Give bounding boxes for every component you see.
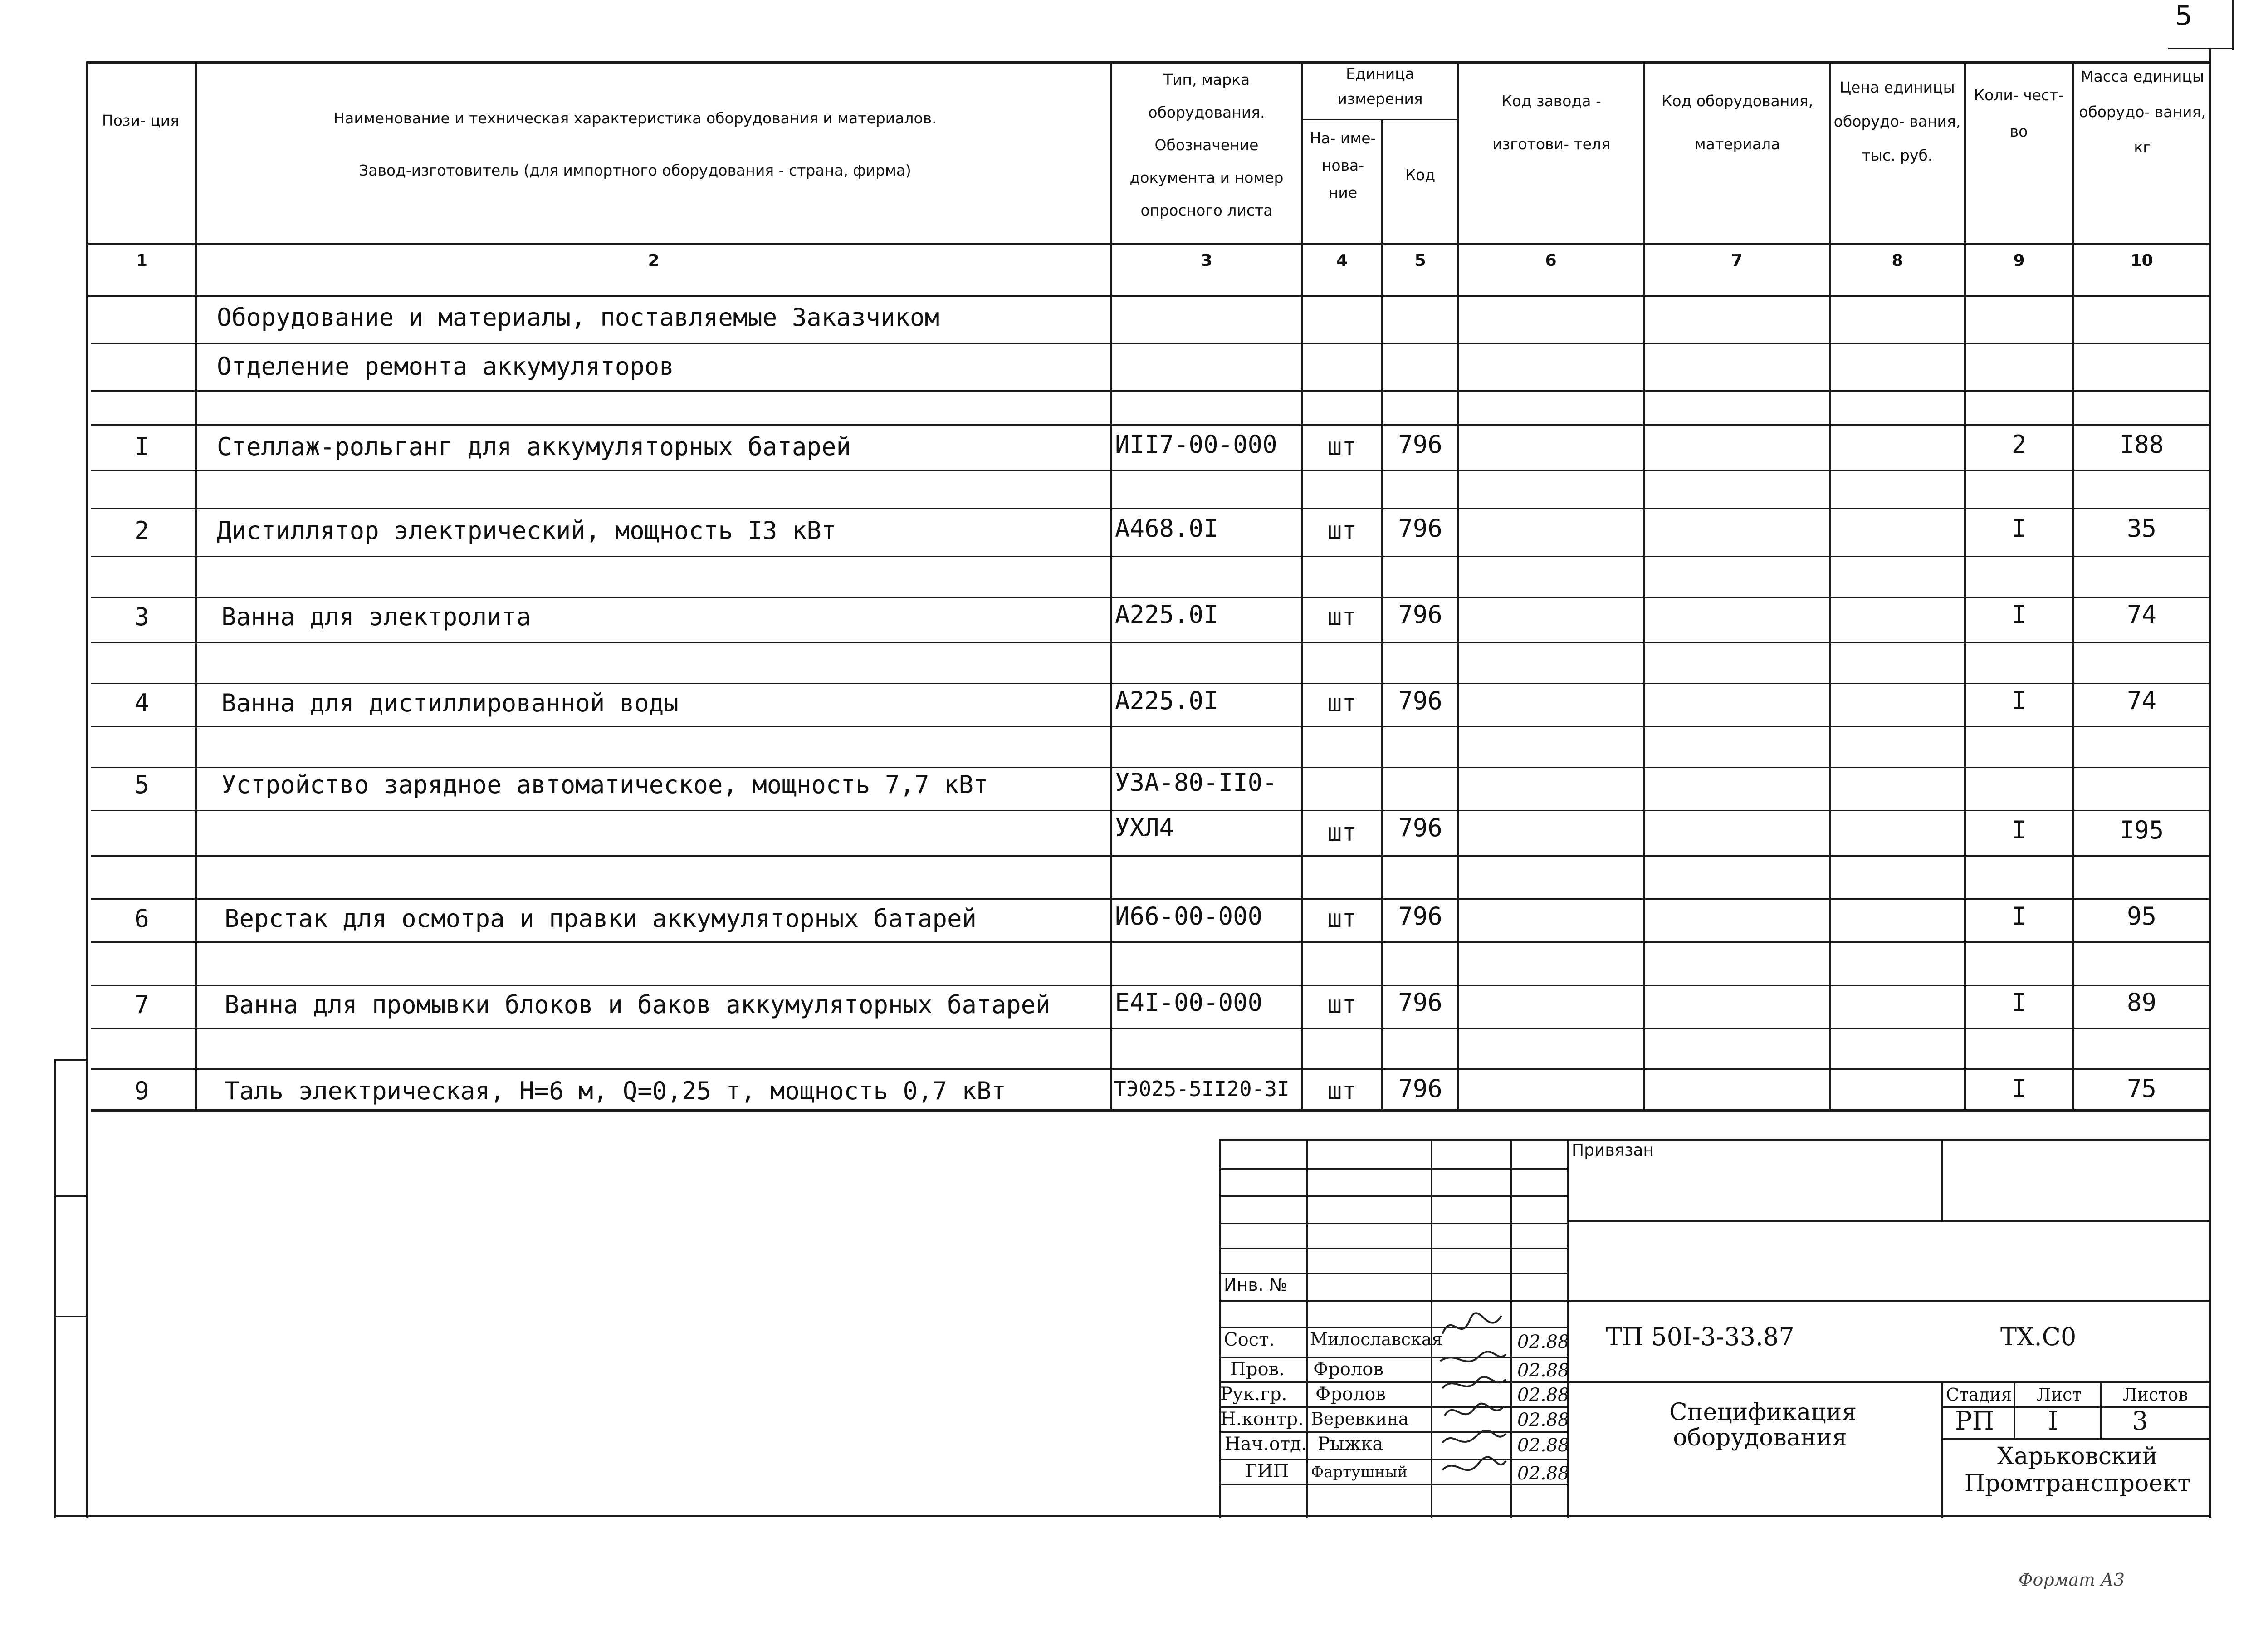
col-number: 6: [1545, 251, 1557, 270]
role-label: Нач.отд.: [1225, 1434, 1307, 1455]
row-position: 7: [134, 990, 149, 1019]
row-name: Верстак для осмотра и правки аккумуляторных батарей: [225, 904, 977, 933]
signer-name: Веревкина: [1311, 1409, 1409, 1429]
header-position: Пози- ция: [102, 112, 180, 129]
row-quantity: I: [2011, 514, 2027, 543]
row-unit: шт: [1327, 689, 1357, 717]
row-position: 6: [134, 904, 149, 933]
row-unit-code: 796: [1398, 600, 1442, 629]
header-quantity: Коли- чест- во: [1974, 86, 2064, 140]
role-label: Сост.: [1224, 1329, 1275, 1350]
sign-date: 02.88: [1517, 1410, 1569, 1430]
row-name: Ванна для дистиллированной воды: [221, 689, 679, 717]
col-number: 5: [1414, 251, 1426, 270]
section-title: Оборудование и материалы, поставляемые Заказчиком: [217, 303, 940, 332]
row-unit-code: 796: [1398, 514, 1442, 543]
row-type: А225.0I: [1115, 600, 1218, 629]
row-mass: 35: [2126, 514, 2157, 543]
col-number: 4: [1336, 251, 1348, 270]
row-name: Таль электрическая, Н=6 м, Q=0,25 т, мощность 0,7 кВт: [225, 1077, 1007, 1105]
row-unit: шт: [1327, 818, 1357, 847]
row-type: А225.0I: [1115, 686, 1218, 715]
sheet-mark: 5: [2175, 0, 2193, 32]
stage-label: Стадия: [1946, 1385, 2012, 1405]
row-mass: 74: [2126, 600, 2157, 629]
row-mass: I95: [2119, 816, 2164, 844]
header-unit-name: На- име- нова- ние: [1310, 129, 1376, 201]
document-code: ТП 50I-3-33.87: [1606, 1323, 1794, 1351]
row-name: Дистиллятор электрический, мощность I3 кВт: [217, 516, 836, 545]
row-name: Устройство зарядное автоматическое, мощность 7,7 кВт: [221, 770, 988, 799]
col-number: 3: [1201, 251, 1212, 270]
row-name: Стеллаж-рольганг для аккумуляторных батарей: [217, 432, 851, 461]
row-type: УЗА-80-II0-: [1115, 768, 1277, 797]
subsection-title: Отделение ремонта аккумуляторов: [217, 352, 674, 381]
header-mass: Масса единицы оборудо- вания, кг: [2079, 68, 2206, 156]
col-number: 2: [648, 251, 660, 270]
sheets-value: 3: [2132, 1406, 2148, 1436]
sign-date: 02.88: [1517, 1385, 1569, 1406]
row-unit: шт: [1327, 904, 1357, 933]
row-type: ИII7-00-000: [1115, 430, 1277, 459]
role-label: ГИП: [1245, 1461, 1289, 1482]
row-type: ТЭ025-5II20-3I: [1114, 1077, 1290, 1101]
row-position: 5: [134, 770, 149, 799]
row-unit-code: 796: [1398, 430, 1442, 459]
row-position: 2: [134, 516, 149, 545]
row-type-continued: УХЛ4: [1115, 813, 1174, 842]
attached-label: Привязан: [1572, 1141, 1654, 1160]
signer-name: Милославская: [1310, 1329, 1443, 1349]
row-quantity: I: [2011, 902, 2027, 931]
col-number: 1: [136, 251, 148, 270]
role-label: Н.контр.: [1220, 1409, 1304, 1430]
sign-date: 02.88: [1517, 1360, 1569, 1381]
row-type: И66-00-000: [1115, 902, 1263, 931]
signer-name: Фролов: [1313, 1359, 1383, 1380]
col-number: 9: [2013, 251, 2025, 270]
row-unit: шт: [1327, 990, 1357, 1019]
row-unit-code: 796: [1398, 686, 1442, 715]
row-mass: 95: [2126, 902, 2157, 931]
inventory-number-label: Инв. №: [1224, 1275, 1287, 1295]
row-mass: 74: [2126, 686, 2157, 715]
header-type: Тип, марка оборудования. Обозначение документа и номер опросного листа: [1129, 71, 1284, 219]
signer-name: Фролов: [1315, 1384, 1386, 1405]
row-type: Е4I-00-000: [1115, 988, 1263, 1017]
row-name: Ванна для промывки блоков и баков аккумуляторных батарей: [225, 990, 1051, 1019]
row-unit-code: 796: [1398, 988, 1442, 1017]
sign-date: 02.88: [1517, 1332, 1569, 1352]
row-type: А468.0I: [1115, 514, 1218, 543]
header-equipment-code: Код оборудования, материала: [1661, 92, 1813, 153]
row-mass: 75: [2126, 1074, 2157, 1103]
row-position: 3: [134, 602, 149, 631]
signature-marks: [1433, 1307, 1510, 1515]
row-unit: шт: [1327, 1077, 1357, 1105]
sign-date: 02.88: [1517, 1463, 1569, 1484]
row-position: 4: [134, 689, 149, 717]
row-name: Ванна для электролита: [221, 602, 531, 631]
row-position: I: [134, 432, 149, 461]
row-quantity: I: [2011, 816, 2027, 844]
row-quantity: I: [2011, 686, 2027, 715]
row-unit-code: 796: [1398, 813, 1442, 842]
sheets-label: Листов: [2123, 1385, 2188, 1405]
header-unit-code: Код: [1405, 166, 1436, 184]
header-plant-code: Код завода - изготови- теля: [1492, 92, 1610, 153]
row-unit: шт: [1327, 602, 1357, 631]
sheet-label: Лист: [2037, 1385, 2082, 1405]
row-mass: I88: [2119, 430, 2164, 459]
document-title: Спецификация оборудования: [1669, 1399, 1857, 1451]
document-suffix: ТХ.С0: [2000, 1323, 2077, 1351]
role-label: Рук.гр.: [1220, 1384, 1287, 1405]
col-number: 8: [1892, 251, 1903, 270]
header-name-line1: Наименование и техническая характеристика оборудования и материалов.: [333, 109, 937, 127]
format-mark: Формат А3: [2019, 1570, 2125, 1590]
header-unit: Единица измерения: [1337, 65, 1423, 108]
col-number: 7: [1731, 251, 1743, 270]
signer-name: Рыжка: [1318, 1434, 1383, 1455]
row-quantity: I: [2011, 988, 2027, 1017]
row-unit-code: 796: [1398, 902, 1442, 931]
row-position: 9: [134, 1077, 149, 1105]
row-quantity: I: [2011, 600, 2027, 629]
header-name-line2: Завод-изготовитель (для импортного оборудования - страна, фирма): [359, 162, 911, 179]
row-unit-code: 796: [1398, 1074, 1442, 1103]
header-price: Цена единицы оборудо- вания, тыс. руб.: [1833, 78, 1961, 164]
sheet-value: I: [2048, 1406, 2058, 1436]
row-unit: шт: [1327, 432, 1357, 461]
sign-date: 02.88: [1517, 1435, 1569, 1456]
row-quantity: 2: [2011, 430, 2027, 459]
signer-name: Фартушный: [1311, 1463, 1408, 1481]
stage-value: РП: [1955, 1406, 1994, 1436]
organization-name: Харьковский Промтранспроект: [1964, 1443, 2191, 1497]
row-mass: 89: [2126, 988, 2157, 1017]
row-quantity: I: [2011, 1074, 2027, 1103]
col-number: 10: [2130, 251, 2153, 270]
row-unit: шт: [1327, 516, 1357, 545]
role-label: Пров.: [1230, 1359, 1285, 1380]
